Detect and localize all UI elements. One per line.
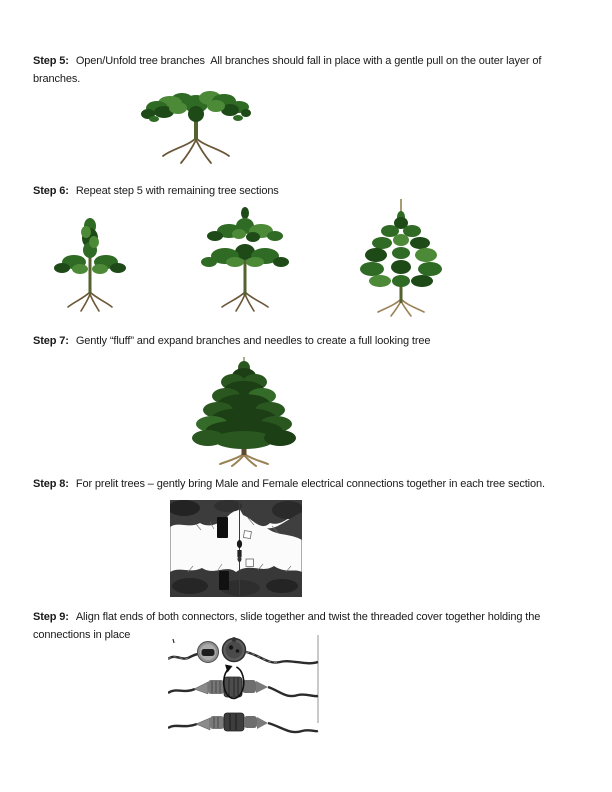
row-joined-connectors xyxy=(168,713,318,732)
step-8-figure-connector-photo xyxy=(170,500,302,597)
tree-stand xyxy=(68,292,112,311)
step-9-figure-connector-diagram xyxy=(168,635,320,750)
tree-stand xyxy=(163,138,229,163)
tag-upper xyxy=(243,531,251,539)
tree-trunk xyxy=(89,256,92,294)
row-connector-faces xyxy=(168,637,318,663)
step-6-body: Repeat step 5 with remaining tree sections xyxy=(75,185,279,197)
step-6-figure-2-two-tiers-open xyxy=(197,204,292,318)
step-6-figure-3-all-sections-open xyxy=(350,197,452,318)
step-7-label: Step 7: xyxy=(33,335,69,347)
upper-light-plug xyxy=(217,517,228,538)
tree-trunk xyxy=(244,260,247,296)
step-9-label: Step 9: xyxy=(33,611,69,623)
step-6-text xyxy=(33,183,586,201)
step-7-figure-full-tree xyxy=(186,356,302,467)
lower-light-plug xyxy=(219,571,229,590)
tree-foliage xyxy=(141,91,251,122)
step-8-text xyxy=(33,476,586,494)
step-6-figure-1-top-folded xyxy=(52,212,128,318)
step-8-body: For prelit trees – gently bring Male and Female electrical connections together in each tree section. xyxy=(75,478,545,490)
tree-foliage xyxy=(201,207,289,267)
male-female-connectors xyxy=(237,540,242,562)
step-5-body: Open/Unfold tree branches All branches should fall in place with a gentle pull on the outer layer of branches. xyxy=(33,55,545,85)
row-twist-together xyxy=(168,665,318,699)
tree-foliage xyxy=(360,211,442,287)
step-9-body: Align flat ends of both connectors, slide together and twist the threaded cover together holding the connections in place xyxy=(33,611,544,641)
step-6-label: Step 6: xyxy=(33,185,69,197)
tree-foliage xyxy=(192,361,296,449)
tree-stand xyxy=(220,454,268,466)
step-7-body: Gently “fluff” and expand branches and needles to create a full looking tree xyxy=(75,335,431,347)
tag-lower xyxy=(246,559,254,567)
step-8-label: Step 8: xyxy=(33,478,69,490)
step-5-figure-tree-base-unfolded xyxy=(140,86,252,166)
step-7-text xyxy=(33,333,586,351)
step-5-text xyxy=(33,53,586,88)
step-5-label: Step 5: xyxy=(33,55,69,67)
stray-mark xyxy=(173,639,174,643)
